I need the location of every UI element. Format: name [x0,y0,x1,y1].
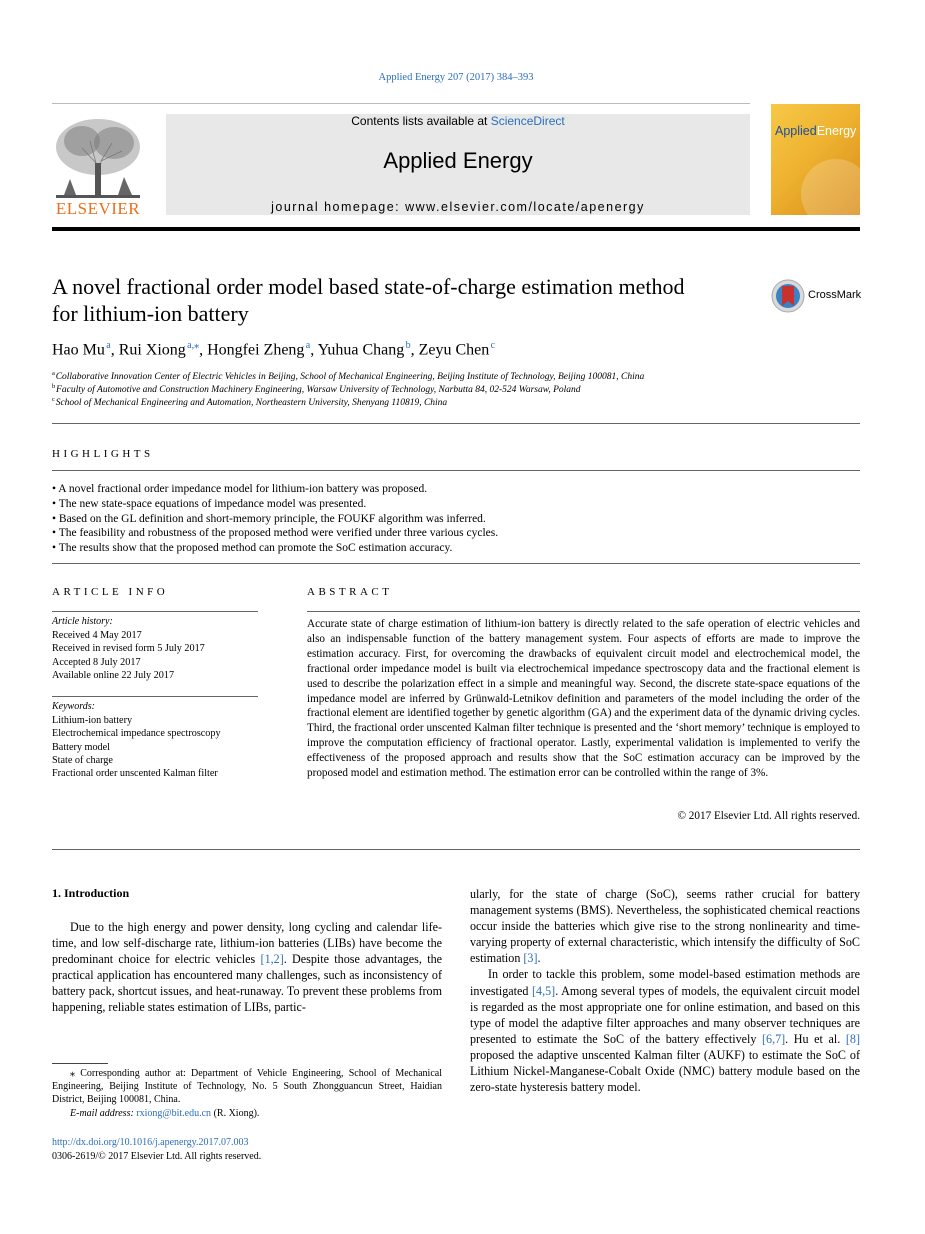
highlight-item: • Based on the GL definition and short-memory principle, the FOUKF algorithm was inferred. [52,512,498,527]
journal-citation: Applied Energy 207 (2017) 384–393 [378,72,534,83]
history-item: Received in revised form 5 July 2017 [52,643,205,655]
cover-decoration [801,159,860,215]
doi-link[interactable]: http://dx.doi.org/10.1016/j.apenergy.2017.07.003 [52,1137,249,1148]
journal-homepage[interactable]: journal homepage: www.elsevier.com/locate/apenergy [271,200,645,214]
author-name[interactable]: Hao Mu [52,341,105,359]
divider [52,696,258,697]
footnote-rule [52,1063,108,1064]
divider [52,849,860,850]
keyword: Fractional order unscented Kalman filter [52,768,218,780]
email-link[interactable]: rxiong@bit.edu.cn [136,1107,212,1119]
highlight-item: • A novel fractional order impedance model for lithium-ion battery was proposed. [52,482,498,497]
divider [307,611,860,612]
divider [52,423,860,424]
citation-link[interactable]: [3] [523,951,538,966]
author-name[interactable]: Yuhua Chang [317,341,405,359]
author-name[interactable]: Hongfei Zheng [207,341,305,359]
keyword: Electrochemical impedance spectroscopy [52,728,221,740]
crossmark-label[interactable]: CrossMark [808,289,862,301]
paragraph: Due to the high energy and power density, long cycling and calendar life-time, and low self-discharge rate, lithium-ion batteries (LIBs) have become the predominant choice for electric vehicles [1,2]. Despite those advantages, the practical application has encountered many challenges, such as inconsistency of battery pack, shortcut issues, and heat-runaway. To prevent these problems from happening, reliable states estimation of LIBs, partic- [52,920,442,1015]
divider [52,470,860,471]
keywords-list [52,714,221,780]
title-line-2: for lithium-ion battery [52,301,249,326]
highlights-list [52,482,498,556]
journal-name: Applied Energy [383,148,533,173]
footnote [52,1067,442,1120]
header-bottom-rule [52,227,860,231]
sciencedirect-link[interactable]: ScienceDirect [490,114,565,128]
paragraph: In order to tackle this problem, some model-based estimation methods are investigated [4,5]. Among several types of models, the equivalent circuit model is regarded as the most appropriate one for online estimation, and based on this type of model the adaptive filter approaches and many observer techniques are presented to estimate the SoC of the battery effectively [6,7]. Hu et al. [8] proposed the adaptive unscented Kalman filter (AUKF) to estimate the SoC of Lithium Nickel-Manganese-Cobalt Oxide (NMC) battery module based on the zero-state hysteresis battery model. [470,967,860,1095]
body-column-right [470,886,860,1095]
highlight-item: • The results show that the proposed method can promote the SoC estimation accuracy. [52,541,498,556]
issn-line: 0306-2619/© 2017 Elsevier Ltd. All rights reserved. [52,1150,262,1162]
divider [52,563,860,564]
author-affil-sup[interactable]: a,⁎ [187,340,200,351]
journal-banner [166,114,750,215]
section-title: 1. Introduction [52,886,130,900]
author-list: Hao Mu $^a$, Rui Xiong $^{a,⁎}$, Hongfei Zheng $^a$, Yuhua Chang $^b$, Zeyu Chen $^c$ [52,340,496,359]
citation-link[interactable]: [8] [845,1031,860,1046]
abstract-copyright: © 2017 Elsevier Ltd. All rights reserved. [677,810,860,822]
body-column-left [52,919,442,1016]
author-name[interactable]: Zeyu Chen [418,341,490,359]
keywords-label: Keywords: [52,701,95,712]
history-item: Received 4 May 2017 [52,630,142,641]
author-affil-sup[interactable]: a [106,340,111,351]
elsevier-wordmark: ELSEVIER [55,199,141,218]
divider [52,611,258,612]
author-affil-sup[interactable]: c [490,340,496,351]
contents-line [166,114,750,128]
contents-prefix: Contents lists available at [351,114,488,128]
abstract-heading: ABSTRACT [307,586,393,598]
history-list [52,629,205,682]
abstract-text: Accurate state of charge estimation of lithium-ion battery is directly related to the safe operation of electric vehicles and also an indispensable function of the battery management system. Four aspects of efforts are made to improve the estimation accuracy. First, for overcoming the drawbacks of equivalent circuit model and electrochemical model, the fractional order impedance model is built via electrochemical impedance spectroscopy data and the fractional element is used to describe the polarization effect in a simple and meaningful way. Second, the discrete state-space equations of the impedance model are inferred by Grünwald-Letnikov definition and parameters of the model including the order of the fractional element are identified together by genetic algorithm (GA) and the experiment data of the dynamic driving cycles. Third, the fractional order unscented Kalman filter technique is presented and the ‘short memory’ technique is employed to improve the computation efficiency of fractional operator. Lastly, experimental validation is implemented to verify the effectiveness of the proposed approach and results show that the SoC estimation accuracy can be improved by the proposed model and estimation method. The estimation error can be controlled within the range of 3%. [307,618,860,780]
paragraph: ularly, for the state of charge (SoC), seems rather crucial for battery management systems (BMS). Nevertheless, the sophisticated chemical reactions occur inside the batteries which give rise to the strong nonlinearity and time-varying property of external characteristic, which intensify the difficulty of SoC estimation [3]. [470,887,860,966]
history-item: Accepted 8 July 2017 [52,656,141,668]
cover-title: AppliedEnergy [775,124,857,138]
keyword: Battery model [52,741,110,753]
history-item: Available online 22 July 2017 [52,669,175,681]
doi-block [52,1136,261,1163]
citation-link[interactable]: [4,5] [532,983,556,998]
article-title [52,273,767,327]
history-label: Article history: [52,616,113,627]
corresponding-author-note: ⁎ Corresponding author at: Department of Vehicle Engineering, School of Mechanical Engineering, Beijing Institute of Technology, No. 5 South Zhongguancun Street, Haidian District, Beijing 100081, China. [52,1068,442,1106]
author-name[interactable]: Rui Xiong [118,341,186,359]
citation-link[interactable]: [1,2] [260,952,284,967]
journal-cover [771,104,860,215]
citation-link[interactable]: [6,7] [762,1031,786,1046]
title-line-1: A novel fractional order model based state-of-charge estimation method [52,274,685,299]
highlight-item: • The feasibility and robustness of the proposed method were verified under three various cycles. [52,526,498,541]
email-line: E-mail address: rxiong@bit.edu.cn (R. Xiong). [70,1107,260,1119]
author-affil-sup[interactable]: b [405,340,411,351]
crossmark-icon[interactable] [771,279,805,313]
header-top-rule [52,103,750,104]
highlight-item: • The new state-space equations of impedance model was presented. [52,497,498,512]
keyword: Lithium-ion battery [52,715,133,726]
affiliation: $^c$ School of Mechanical Engineering and Automation, Northeastern University, Shenyang 110819, China [52,396,448,409]
highlights-heading: HIGHLIGHTS [52,448,154,460]
affiliation: $^a$ Collaborative Innovation Center of Electric Vehicles in Beijing, School of Mechanical Engineering, Beijing Institute of Technology, Beijing 100081, China [52,370,645,383]
article-info-heading: ARTICLE INFO [52,586,169,598]
keyword: State of charge [52,754,113,766]
affiliation: $^b$ Faculty of Automotive and Construction Machinery Engineering, Warsaw University of Technology, Narbutta 84, 02-524 Warsaw, Poland [52,383,581,396]
author-affil-sup[interactable]: a [305,340,311,351]
